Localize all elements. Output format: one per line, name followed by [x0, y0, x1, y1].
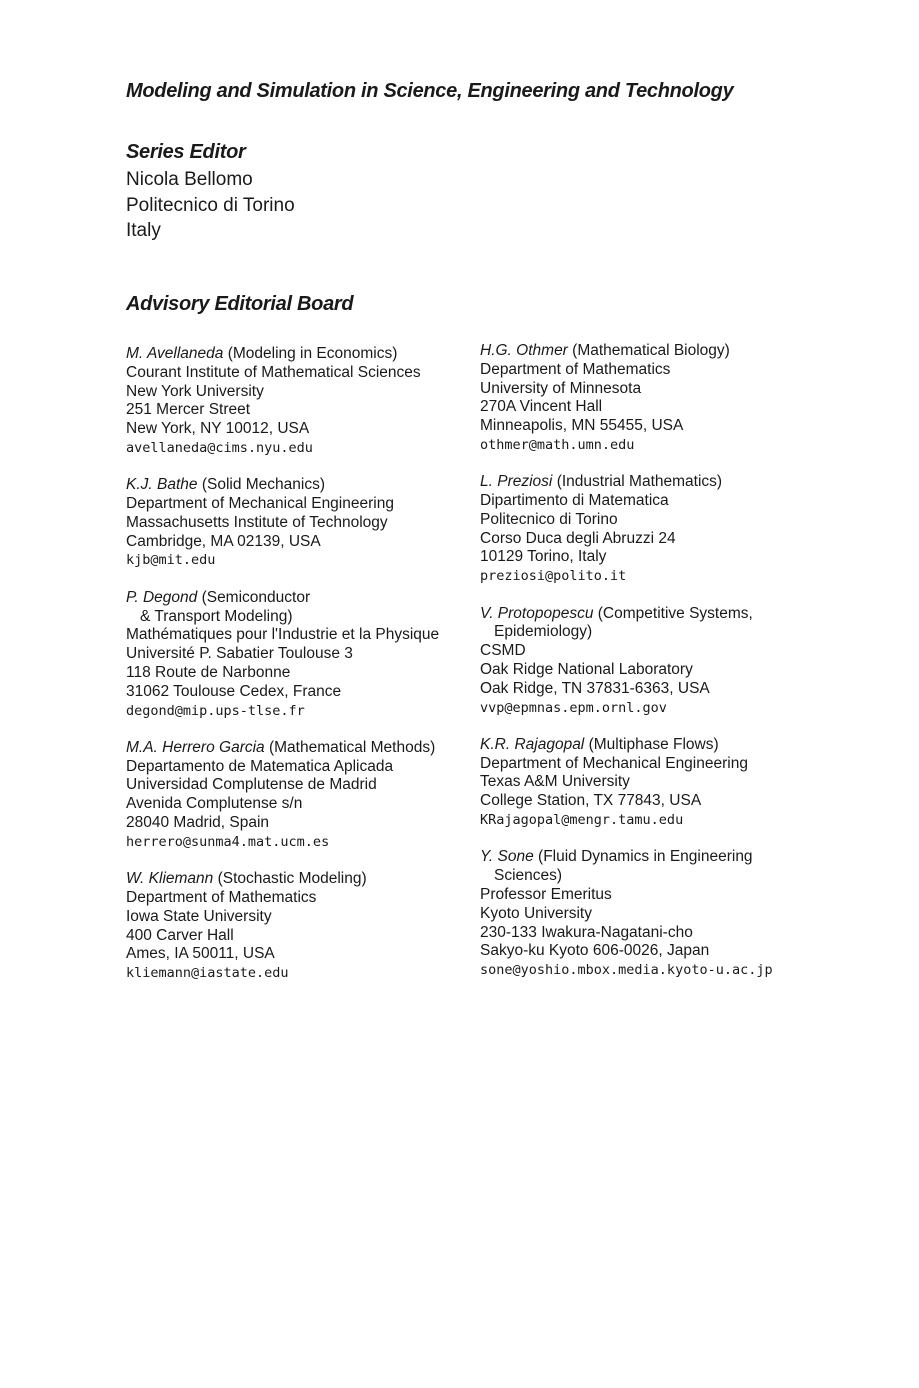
member-email: othmer@math.umn.edu — [480, 436, 635, 453]
advisory-board-heading: Advisory Editorial Board — [126, 293, 354, 315]
member-address-line: Politecnico di Torino — [480, 510, 618, 528]
member-address-line: 118 Route de Narbonne — [126, 663, 291, 681]
member-address-line: College Station, TX 77843, USA — [480, 792, 702, 810]
member-address-line: Department of Mechanical Engineering — [126, 495, 394, 513]
board-member — [480, 848, 840, 980]
board-member — [126, 345, 466, 458]
member-name: K.J. Bathe — [126, 476, 198, 494]
member-field: (Mathematical Biology) — [572, 342, 730, 359]
member-address-line: Department of Mathematics — [126, 888, 317, 906]
member-heading-line — [126, 476, 466, 495]
member-name: V. Protopopescu — [480, 604, 594, 622]
board-member — [480, 473, 840, 586]
member-field: (Competitive Systems, — [597, 604, 753, 622]
member-address-line: New York, NY 10012, USA — [126, 420, 310, 438]
member-address-line: 251 Mercer Street — [126, 401, 251, 419]
member-address-line: Universidad Complutense de Madrid — [126, 776, 377, 794]
member-address-line: Minneapolis, MN 55455, USA — [480, 417, 684, 435]
member-address-line: New York University — [126, 382, 264, 400]
series-editor-info — [126, 167, 295, 244]
member-field-continued: & Transport Modeling) — [140, 607, 293, 625]
member-address-line: 270A Vincent Hall — [480, 398, 603, 416]
member-email: herrero@sunma4.mat.ucm.es — [126, 833, 330, 850]
series-editor-heading: Series Editor — [126, 141, 246, 163]
member-address-line: 230-133 Iwakura-Nagatani-cho — [480, 923, 693, 941]
member-field: (Fluid Dynamics in Engineering — [538, 848, 753, 866]
member-name: M. Avellaneda — [126, 345, 224, 362]
series-editor-institution: Politecnico di Torino — [126, 194, 295, 216]
board-member — [126, 870, 466, 983]
member-heading-line — [126, 739, 466, 758]
member-address-line: 10129 Torino, Italy — [480, 548, 607, 566]
member-field: (Industrial Mathematics) — [556, 473, 723, 491]
member-email: avellaneda@cims.nyu.edu — [126, 439, 313, 456]
member-address-line: Kyoto University — [480, 904, 592, 922]
member-field: (Semiconductor — [201, 588, 311, 606]
member-email: degond@mip.ups-tlse.fr — [126, 702, 305, 719]
member-field: (Multiphase Flows) — [588, 735, 719, 753]
member-address-line: Courant Institute of Mathematical Sciences — [126, 363, 421, 381]
member-address-line: Sakyo-ku Kyoto 606-0026, Japan — [480, 942, 710, 960]
member-email: preziosi@polito.it — [480, 568, 627, 585]
member-email: sone@yoshio.mbox.media.kyoto-u.ac.jp — [480, 962, 773, 979]
member-heading-line — [126, 870, 466, 889]
member-field: (Stochastic Modeling) — [217, 870, 367, 888]
member-name: K.R. Rajagopal — [480, 735, 585, 753]
series-title: Modeling and Simulation in Science, Engineering and Technology — [126, 80, 734, 102]
board-member — [480, 736, 840, 830]
series-editor-country: Italy — [126, 220, 161, 241]
board-member — [126, 589, 466, 721]
board-column-left — [126, 345, 466, 1001]
member-email: KRajagopal@mengr.tamu.edu — [480, 812, 684, 829]
member-name: L. Preziosi — [480, 473, 553, 491]
member-address-line: Oak Ridge, TN 37831-6363, USA — [480, 679, 710, 697]
member-address-line: 28040 Madrid, Spain — [126, 814, 270, 832]
member-email: vvp@epmnas.epm.ornl.gov — [480, 699, 667, 716]
member-address-line: Departamento de Matematica Aplicada — [126, 757, 394, 775]
member-field: (Mathematical Methods) — [268, 738, 436, 756]
member-address-line: Avenida Complutense s/n — [126, 795, 303, 813]
member-name: M.A. Herrero Garcia — [126, 738, 265, 756]
member-name: W. Kliemann — [126, 870, 214, 888]
member-address-line: Dipartimento di Matematica — [480, 492, 669, 510]
member-address-line: CSMD — [480, 642, 526, 660]
board-member — [480, 605, 840, 718]
member-address-line: Université P. Sabatier Toulouse 3 — [126, 645, 353, 663]
member-name: P. Degond — [126, 588, 198, 606]
member-address-line: Iowa State University — [126, 907, 272, 925]
member-heading-line — [480, 605, 840, 624]
member-address-line: Mathématiques pour l'Industrie et la Physique — [126, 626, 440, 644]
member-heading-line — [480, 848, 840, 867]
member-address-line: Oak Ridge National Laboratory — [480, 660, 693, 678]
member-field: (Modeling in Economics) — [227, 345, 398, 362]
member-heading-line — [480, 342, 840, 361]
member-address-line: Corso Duca degli Abruzzi 24 — [480, 529, 676, 547]
member-address-line: Massachusetts Institute of Technology — [126, 513, 388, 531]
member-heading-line — [480, 473, 840, 492]
board-member — [126, 476, 466, 570]
member-address-line: 31062 Toulouse Cedex, France — [126, 682, 342, 700]
board-member — [126, 739, 466, 852]
member-field: (Solid Mechanics) — [201, 476, 326, 494]
member-name: Y. Sone — [480, 848, 534, 866]
member-name: H.G. Othmer — [480, 342, 568, 359]
member-heading-line — [480, 736, 840, 755]
member-email: kliemann@iastate.edu — [126, 965, 289, 982]
member-address-line: Department of Mathematics — [480, 360, 671, 378]
member-address-line: University of Minnesota — [480, 379, 642, 397]
series-editor-name: Nicola Bellomo — [126, 169, 253, 190]
member-address-line: Ames, IA 50011, USA — [126, 945, 275, 963]
board-member — [480, 342, 840, 455]
member-address-line: 400 Carver Hall — [126, 926, 234, 944]
member-address-line: Texas A&M University — [480, 773, 630, 791]
member-field-continued: Epidemiology) — [494, 623, 593, 641]
member-field-continued: Sciences) — [494, 867, 563, 885]
member-email: kjb@mit.edu — [126, 552, 216, 569]
member-heading-line — [126, 589, 466, 608]
member-address-line: Department of Mechanical Engineering — [480, 754, 748, 772]
member-heading-line — [126, 345, 466, 364]
board-column-right — [480, 342, 840, 998]
member-address-line: Professor Emeritus — [480, 885, 612, 903]
member-address-line: Cambridge, MA 02139, USA — [126, 532, 321, 550]
